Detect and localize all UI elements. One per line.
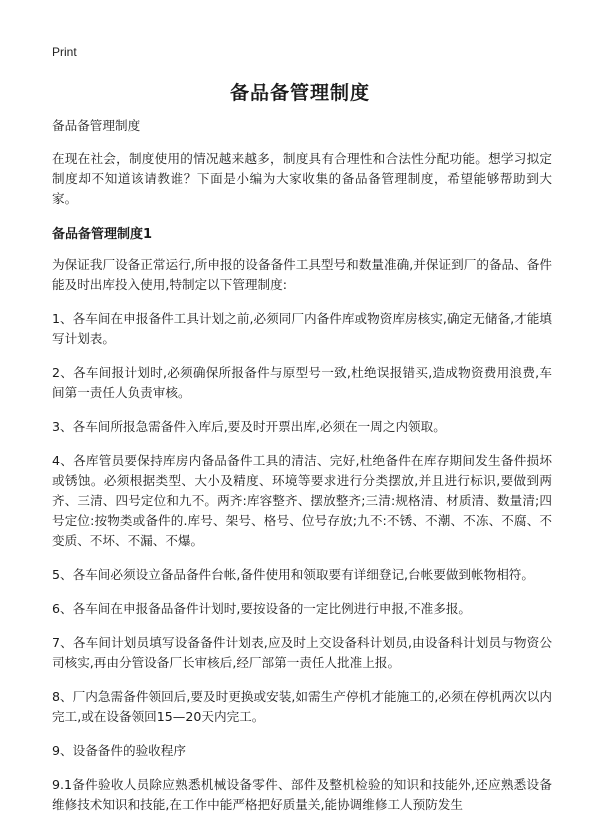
paragraph-item-7: 7、各车间计划员填写设备备件计划表,应及时上交设备科计划员,由设备科计划员与物资公司核实,再由分管设备厂长审核后,经厂部第一责任人批准上报。	[52, 635, 552, 670]
paragraph-preamble: 为保证我厂设备正常运行,所申报的设备备件工具型号和数量准确,并保证到厂的备品、备件能及时出库投入使用,特制定以下管理制度:	[52, 257, 552, 292]
paragraph-item-6: 6、各车间在申报备品备件计划时,要按设备的一定比例进行申报,不准多报。	[52, 601, 472, 616]
paragraph-item-4: 4、各库管员要保持库房内备品备件工具的清洁、完好,杜绝备件在库存期间发生备件损坏或锈蚀。必须根据类型、大小及精度、环境等要求进行分类摆放,并且进行标识,要做到两齐、三清、四号定位和九不。两齐:库容整齐、摆放整齐;三清:规格清、材质清、数量清;四号定位:按物类或备件的.库号、架号、格号、位号存放;九不:不锈、不潮、不冻、不腐、不变质、不坏、不漏、不爆。	[52, 453, 552, 548]
paragraph-item-3: 3、各车间所报急需备件入库后,要及时开票出库,必须在一周之内领取。	[52, 419, 446, 434]
paragraph-item-9: 9、设备备件的验收程序	[52, 743, 186, 758]
paragraph-item-9-1: 9.1备件验收人员除应熟悉机械设备零件、部件及整机检验的知识和技能外,还应熟悉设备维修技术知识和技能,在工作中能严格把好质量关,能协调维修工人预防发生	[52, 777, 552, 812]
section-heading: 备品备管理制度1	[52, 227, 153, 242]
paragraph-item-1: 1、各车间在申报备件工具计划之前,必须同厂内备件库或物资库房核实,确定无储备,才能填写计划表。	[52, 311, 552, 346]
paragraph-item-2: 2、各车间报计划时,必须确保所报备件与原型号一致,杜绝误报错买,造成物资费用浪费,车间第一责任人负责审核。	[52, 365, 552, 400]
paragraph-item-8: 8、厂内急需备件领回后,要及时更换或安装,如需生产停机才能施工的,必须在停机两次以内完工,或在设备领回15—20天内完工。	[52, 689, 552, 724]
intro-paragraph: 在现在社会，制度使用的情况越来越多，制度具有合理性和合法性分配功能。想学习拟定制度却不知道该请教谁？下面是小编为大家收集的备品备管理制度，希望能够帮助到大家。	[52, 151, 552, 206]
print-link[interactable]: Print	[52, 45, 77, 59]
paragraph-item-5: 5、各车间必须设立备品备件台帐,备件使用和领取要有详细登记,台帐要做到帐物相符。	[52, 567, 534, 582]
page-title: 备品备管理制度	[229, 82, 370, 104]
document-subtitle: 备品备管理制度	[52, 118, 141, 133]
document-body	[52, 116, 552, 828]
